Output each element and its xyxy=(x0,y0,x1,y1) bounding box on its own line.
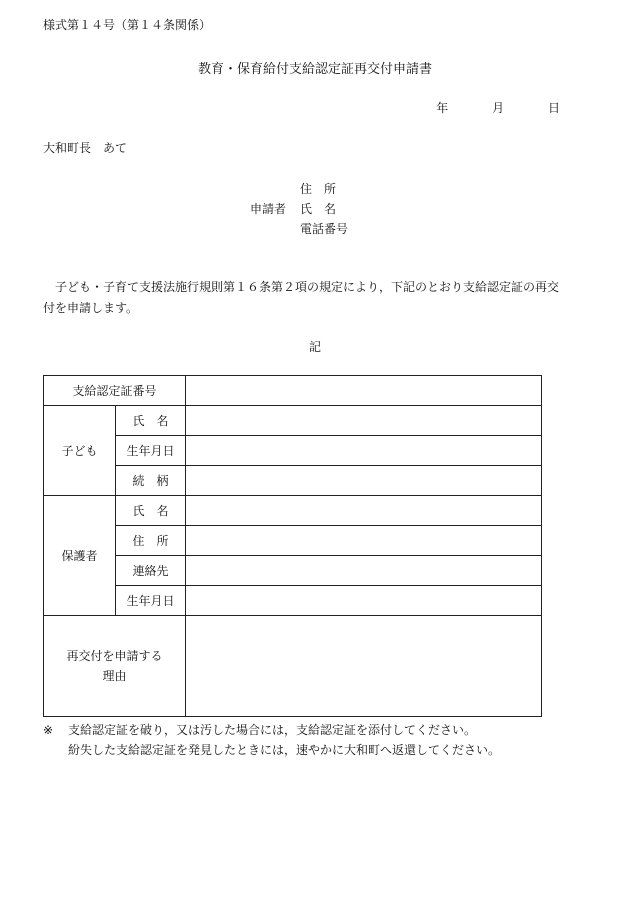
date-month: 月 xyxy=(492,101,505,115)
child-group-label: 子ども xyxy=(44,406,116,496)
note-mark: ※ xyxy=(43,723,54,737)
child-relation-field[interactable] xyxy=(186,466,542,496)
reason-label-line2: 理由 xyxy=(102,669,127,683)
date-year: 年 xyxy=(436,101,449,115)
table-row xyxy=(44,376,542,406)
applicant-block xyxy=(250,179,348,239)
note-line2: 紛失した支給認定証を発見したときには，速やかに大和町へ返還してください。 xyxy=(68,743,501,757)
reason-label-line1: 再交付を申請する xyxy=(66,649,163,663)
form-number: 様式第１４号（第１４条関係） xyxy=(43,18,212,32)
page-title: 教育・保育給付支給認定証再交付申請書 xyxy=(197,62,432,77)
guardian-contact-field[interactable] xyxy=(186,556,542,586)
applicant-address-label: 住 所 xyxy=(300,182,337,196)
guardian-name-label: 氏 名 xyxy=(116,496,186,526)
note-line1: 支給認定証を破り，又は汚した場合には，支給認定証を添付してください。 xyxy=(68,723,477,737)
guardian-contact-label: 連絡先 xyxy=(116,556,186,586)
table-row xyxy=(44,616,542,717)
addressee: 大和町長 あて xyxy=(43,141,128,155)
child-birth-label: 生年月日 xyxy=(116,436,186,466)
child-name-label: 氏 名 xyxy=(116,406,186,436)
date-day: 日 xyxy=(547,101,560,115)
detail-table xyxy=(43,375,542,717)
table-row xyxy=(44,436,542,466)
guardian-address-label: 住 所 xyxy=(116,526,186,556)
cert-number-label: 支給認定証番号 xyxy=(44,376,186,406)
table-row xyxy=(44,526,542,556)
cert-number-field[interactable] xyxy=(186,376,542,406)
child-name-field[interactable] xyxy=(186,406,542,436)
table-row xyxy=(44,466,542,496)
guardian-address-field[interactable] xyxy=(186,526,542,556)
child-birth-field[interactable] xyxy=(186,436,542,466)
date-line xyxy=(436,99,560,116)
reason-label xyxy=(44,616,186,717)
child-relation-label: 続 柄 xyxy=(116,466,186,496)
body-text: 子ども・子育て支援法施行規則第１６条第２項の規定により，下記のとおり支給認定証の再交付を申請します。 xyxy=(43,280,560,315)
guardian-name-field[interactable] xyxy=(186,496,542,526)
table-row xyxy=(44,406,542,436)
table-row xyxy=(44,556,542,586)
table-row xyxy=(44,496,542,526)
table-row xyxy=(44,586,542,616)
guardian-group-label: 保護者 xyxy=(44,496,116,616)
ki-heading: 記 xyxy=(308,340,321,354)
applicant-phone-label: 電話番号 xyxy=(300,222,349,236)
reason-field[interactable] xyxy=(186,616,542,717)
guardian-birth-label: 生年月日 xyxy=(116,586,186,616)
applicant-label: 申請者 xyxy=(250,202,287,216)
applicant-name-label: 氏 名 xyxy=(300,202,337,216)
guardian-birth-field[interactable] xyxy=(186,586,542,616)
notes xyxy=(43,720,500,760)
